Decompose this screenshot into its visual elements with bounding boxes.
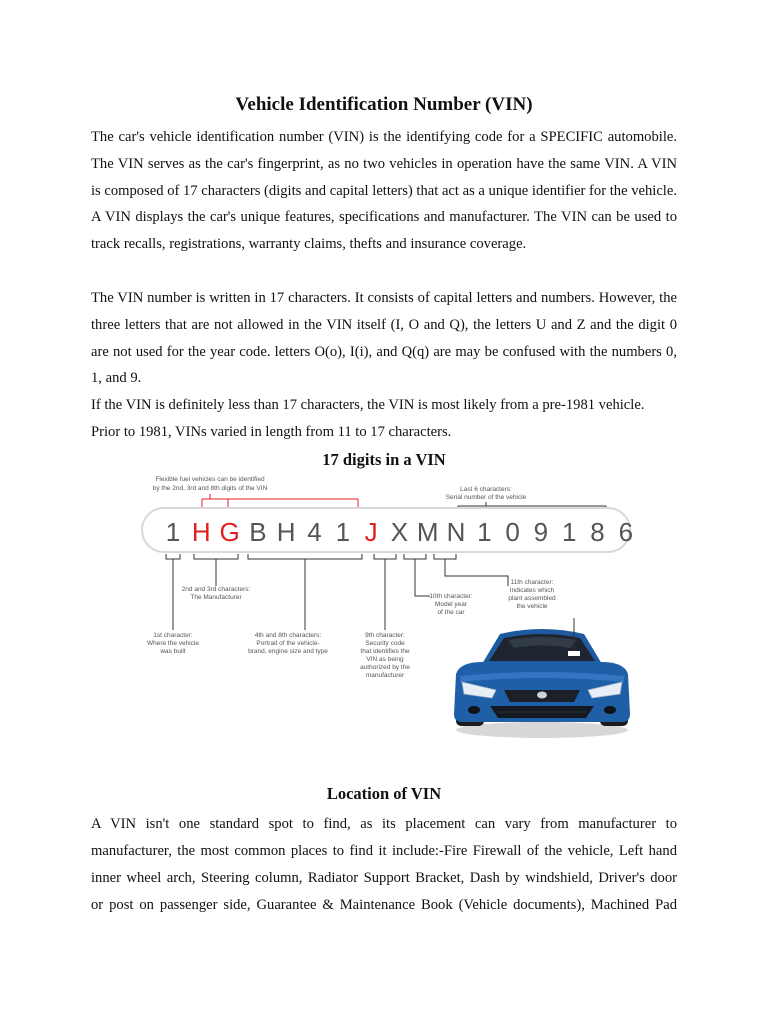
vin-char-13: 0 — [505, 517, 520, 547]
label-1st-line1: 1st character: — [153, 632, 193, 639]
label-9th-line5: authorized by the — [360, 664, 410, 671]
label-2nd-3rd-line2: The Manufacturer — [190, 594, 242, 601]
label-11th-line1: 11th character: — [510, 579, 554, 586]
label-2nd-3rd-line1: 2nd and 3rd characters: — [181, 586, 251, 593]
page-title: Vehicle Identification Number (VIN) — [235, 94, 533, 115]
vin-char-16: 8 — [590, 517, 605, 547]
paragraph-prior1981: Prior to 1981, VINs varied in length from 11 to 17 characters. — [91, 424, 452, 440]
vin-char-14: 9 — [533, 517, 549, 547]
vin-char-5: H — [276, 517, 296, 547]
flex-fuel-note-line1: Flexible fuel vehicles can be identified — [155, 476, 265, 483]
label-9th-line6: manufacturer — [365, 672, 405, 679]
vin-char-8: J — [364, 517, 378, 547]
vin-char-7: 1 — [335, 517, 351, 547]
car-illustration — [454, 618, 630, 738]
label-10th-line2: Model year — [434, 601, 468, 608]
vin-char-6: 4 — [307, 517, 322, 547]
vin-char-17: 6 — [618, 517, 634, 547]
vin-char-4: B — [249, 517, 267, 547]
location-line-1: A VIN isn't one standard spot to find, as its placement can vary from manufacturer to — [91, 816, 677, 832]
vin-char-2: H — [191, 517, 211, 547]
label-9th-line3: that identifies the — [360, 648, 410, 655]
label-10th-line3: of the car — [437, 609, 465, 616]
vin-char-3: G — [219, 517, 240, 547]
vin-char-10: M — [416, 517, 439, 547]
paragraph-intro: The car's vehicle identification number (VIN) is the identifying code for a SPECIFIC automobile. The VIN serves as the car's fingerprint, as no two vehicles in operation have the same VIN. A VIN is composed of 17 characters (digits and capital letters) that act as a unique identifier for the vehicle. A VIN displays the car's unique features, specifications and manufacturer. The VIN can be used to track recalls, registrations, warranty claims, thefts and insurance coverage. — [91, 129, 677, 253]
flex-fuel-bracket — [202, 494, 358, 508]
flex-fuel-note-line2: by the 2nd, 3rd and 8th digits of the VIN — [152, 485, 268, 492]
last6-note-line2: Serial number of the vehicle — [445, 494, 527, 501]
label-1st-line3: was built — [160, 648, 186, 655]
label-9th-line2: Security code — [365, 640, 405, 647]
paragraph-characters: The VIN number is written in 17 characters. It consists of capital letters and numbers. However, the three letters that are not allowed in the VIN itself (I, O and Q), the letters U and Z and the digit 0 are not used for the year code. letters O(o), I(i), and Q(q) are may be confused with the numbers 0, 1, and 9. — [91, 290, 677, 387]
paragraph-pre1981: If the VIN is definitely less than 17 characters, the VIN is most likely from a pre-1981 vehicle. — [91, 397, 645, 413]
label-9th-line4: VIN as being — [366, 656, 404, 663]
vin-figure — [130, 468, 640, 758]
vin-char-11: N — [446, 517, 466, 547]
label-10th-line1: 10th character: — [429, 593, 473, 600]
vin-char-15: 1 — [561, 517, 577, 547]
label-4th-8th-line2: Portrait of the vehicle- — [256, 640, 320, 647]
label-4th-8th-line1: 4th and 8th characters: — [254, 632, 322, 639]
label-11th-line2: Indicates which — [509, 587, 555, 594]
vin-characters — [166, 517, 633, 547]
vin-char-1: 1 — [165, 517, 181, 547]
last6-note-line1: Last 6 characters: — [460, 486, 512, 493]
vin-char-9: X — [390, 517, 409, 547]
label-9th-line1: 9th character: — [365, 632, 405, 639]
vin-diagram — [130, 468, 640, 758]
vin-char-12: 1 — [477, 517, 492, 547]
label-4th-8th-line3: brand, engine size and type — [248, 648, 328, 655]
vin-capsule — [142, 508, 630, 552]
label-11th-line4: the vehicle — [516, 603, 548, 610]
label-11th-line3: plant assembled — [508, 595, 556, 602]
location-line-4: or post on passenger side, Guarantee & Maintenance Book (Vehicle documents), Machined Pad — [91, 897, 677, 913]
location-line-2: manufacturer, the most common places to find it include:-Fire Firewall of the vehicle, Left hand — [91, 843, 677, 859]
location-heading: Location of VIN — [326, 784, 442, 803]
figure-heading: 17 digits in a VIN — [322, 450, 446, 469]
location-line-3: inner wheel arch, Steering column, Radiator Support Bracket, Dash by windshield, Driver's door — [91, 870, 677, 886]
label-1st-line2: Where the vehicle — [146, 640, 200, 647]
